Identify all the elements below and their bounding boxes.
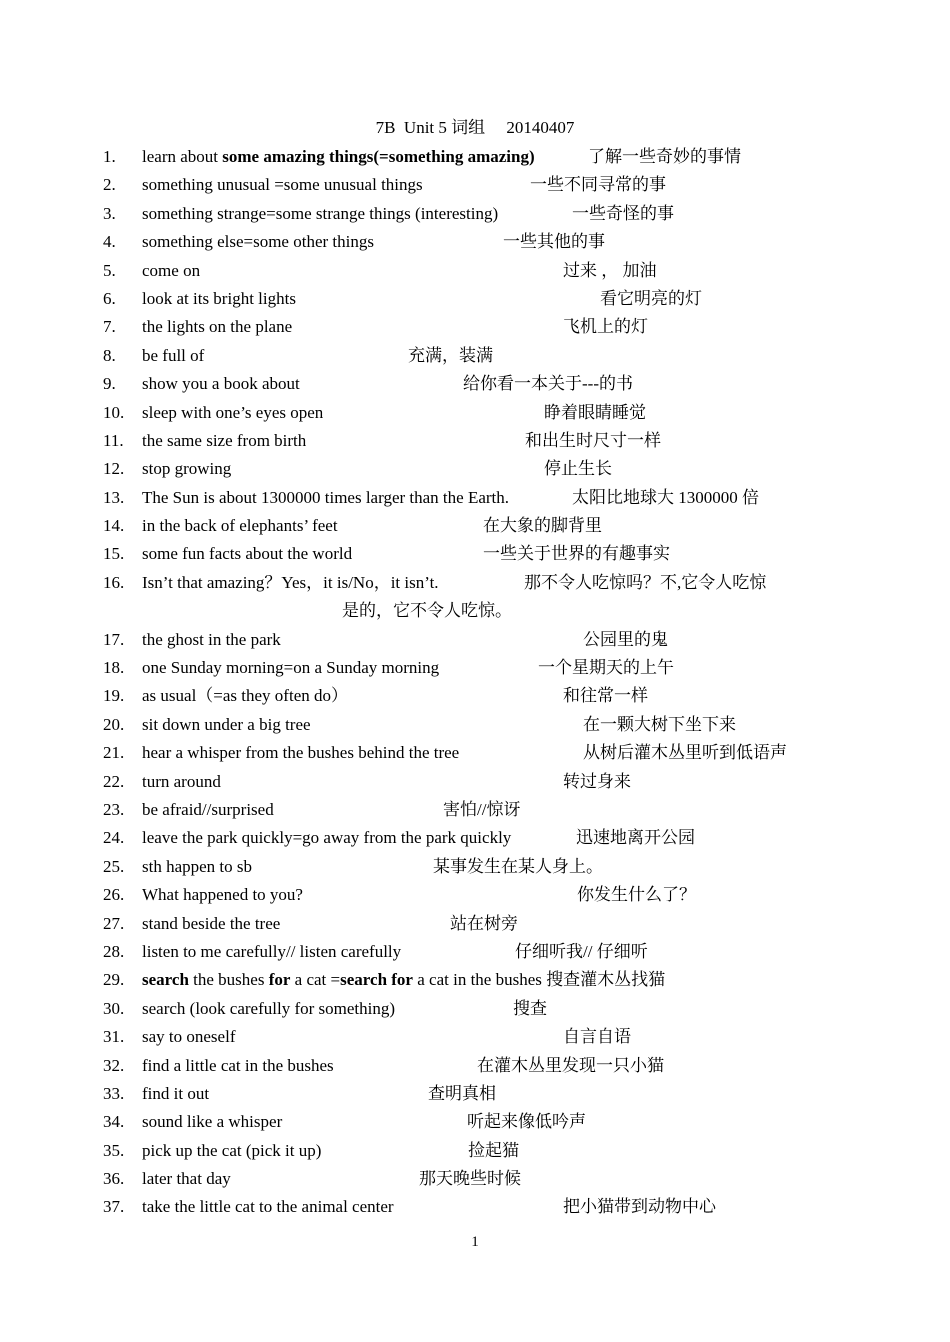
chinese-translation: 和往常一样 xyxy=(563,686,648,706)
english-phrase xyxy=(142,260,200,282)
chinese-translation: 某事发生在某人身上。 xyxy=(433,856,603,876)
english-phrase xyxy=(142,543,352,565)
text-segment: take the little cat to the animal center xyxy=(142,1197,394,1217)
list-item xyxy=(0,1026,950,1054)
text-segment: show you a book about xyxy=(142,374,300,394)
item-number: 36. xyxy=(103,1169,125,1189)
item-number: 5. xyxy=(103,260,116,280)
list-item xyxy=(0,685,950,713)
list-item xyxy=(0,998,950,1026)
item-number: 6. xyxy=(103,288,116,308)
list-item xyxy=(0,742,950,770)
english-phrase xyxy=(142,458,231,480)
english-phrase xyxy=(142,1055,334,1077)
chinese-translation: 站在树旁 xyxy=(450,913,518,933)
translation-continued: 是的，它不令人吃惊。 xyxy=(342,601,512,621)
english-phrase xyxy=(142,827,511,849)
chinese-translation: 你发生什么了？ xyxy=(577,885,696,905)
chinese-translation: 了解一些奇妙的事情 xyxy=(588,147,741,166)
list-item xyxy=(0,714,950,742)
chinese-translation: 停止生长 xyxy=(544,459,612,479)
item-number: 29. xyxy=(103,970,125,990)
english-phrase xyxy=(142,402,323,424)
text-segment: the ghost in the park xyxy=(142,629,281,649)
text-segment: something strange=some strange things (interesting) xyxy=(142,203,499,223)
english-phrase xyxy=(142,515,338,537)
list-item xyxy=(0,430,950,458)
list-item xyxy=(0,515,950,543)
item-number: 4. xyxy=(103,232,116,252)
list-item xyxy=(0,884,950,912)
list-item xyxy=(0,458,950,486)
item-number: 14. xyxy=(103,516,125,536)
list-item xyxy=(0,969,950,997)
chinese-translation: 给你看一本关于---的书 xyxy=(463,374,633,394)
bold-segment: some amazing things(=something amazing) xyxy=(222,147,535,166)
text-segment: the lights on the plane xyxy=(142,317,293,337)
list-item xyxy=(0,1083,950,1111)
text-segment: the same size from birth xyxy=(142,430,307,450)
chinese-translation: 公园里的鬼 xyxy=(583,629,668,649)
list-item xyxy=(0,543,950,571)
english-phrase xyxy=(142,629,281,651)
item-number: 32. xyxy=(103,1055,125,1075)
list-item xyxy=(0,487,950,515)
item-number: 20. xyxy=(103,714,125,734)
text-segment: listen to me carefully// listen carefully xyxy=(142,941,402,961)
text-segment: sit down under a big tree xyxy=(142,714,311,734)
list-item xyxy=(0,373,950,401)
text-segment: stand beside the tree xyxy=(142,913,281,933)
item-number: 2. xyxy=(103,175,116,195)
item-number: 26. xyxy=(103,885,125,905)
text-segment: something unusual =some unusual things xyxy=(142,175,423,195)
english-phrase xyxy=(142,969,665,991)
item-number: 21. xyxy=(103,743,125,763)
text-segment: Isn’t that amazing？Yes，it is/No，it isn’t. xyxy=(142,572,439,592)
english-phrase xyxy=(142,572,439,594)
item-number: 3. xyxy=(103,203,116,223)
chinese-translation: 一个星期天的上午 xyxy=(538,658,674,678)
item-number: 13. xyxy=(103,487,125,507)
list-item xyxy=(0,913,950,941)
item-number: 18. xyxy=(103,658,125,678)
item-number: 11. xyxy=(103,430,124,450)
text-segment: one Sunday morning=on a Sunday morning xyxy=(142,658,440,678)
text-segment: find a little cat in the bushes xyxy=(142,1055,334,1075)
list-item xyxy=(0,402,950,430)
text-segment: some fun facts about the world xyxy=(142,544,353,564)
english-phrase xyxy=(142,1083,209,1105)
text-segment: sleep with one’s eyes open xyxy=(142,402,324,422)
chinese-translation: 在灌木丛里发现一只小猫 xyxy=(477,1055,664,1075)
text-segment: What happened to you? xyxy=(142,885,303,905)
chinese-translation: 一些不同寻常的事 xyxy=(530,175,666,195)
english-phrase xyxy=(142,345,204,367)
list-item xyxy=(0,941,950,969)
item-number: 16. xyxy=(103,572,125,592)
list-item xyxy=(0,771,950,799)
text-segment: the bushes xyxy=(188,970,269,990)
chinese-translation: 捡起猫 xyxy=(468,1140,519,1160)
text-segment: be afraid//surprised xyxy=(142,799,274,819)
chinese-translation: 把小猫带到动物中心 xyxy=(563,1197,716,1217)
chinese-translation: 一些关于世界的有趣事实 xyxy=(483,544,670,564)
text-segment: as usual（=as they often do） xyxy=(142,686,348,706)
item-number: 17. xyxy=(103,629,125,649)
text-segment: search (look carefully for something) xyxy=(142,998,396,1018)
english-phrase xyxy=(142,146,535,168)
item-number: 23. xyxy=(103,799,125,819)
english-phrase xyxy=(142,203,498,225)
item-number: 35. xyxy=(103,1140,125,1160)
chinese-translation: 搜查 xyxy=(513,998,547,1018)
list-item xyxy=(0,629,950,657)
text-segment: look at its bright lights xyxy=(142,288,296,308)
chinese-translation: 睁着眼睛睡觉 xyxy=(544,402,646,422)
bold-segment: search xyxy=(142,970,189,990)
english-phrase xyxy=(142,771,221,793)
item-number: 27. xyxy=(103,913,125,933)
item-number: 24. xyxy=(103,828,125,848)
english-phrase xyxy=(142,998,395,1020)
list-item xyxy=(0,1111,950,1139)
chinese-translation: 从树后灌木丛里听到低语声 xyxy=(583,743,787,763)
english-phrase xyxy=(142,799,274,821)
page-number: 1 xyxy=(471,1234,479,1250)
item-number: 33. xyxy=(103,1083,125,1103)
chinese-translation: 那不令人吃惊吗？不,它令人吃惊 xyxy=(524,572,767,592)
chinese-translation: 飞机上的灯 xyxy=(563,317,648,337)
text-segment: a cat in the bushes xyxy=(412,970,547,990)
english-phrase xyxy=(142,373,300,395)
english-phrase xyxy=(142,1026,235,1048)
list-item xyxy=(0,345,950,373)
page-title: 7B Unit 5 词组 20140407 xyxy=(375,118,575,137)
list-item xyxy=(0,288,950,316)
chinese-translation: 转过身来 xyxy=(563,771,631,791)
list-item xyxy=(0,1168,950,1196)
english-phrase xyxy=(142,1111,282,1133)
text-segment: learn about xyxy=(142,147,223,166)
item-number: 28. xyxy=(103,941,125,961)
chinese-translation: 害怕//惊讶 xyxy=(443,799,521,819)
chinese-translation: 查明真相 xyxy=(428,1083,496,1103)
text-segment: pick up the cat (pick it up) xyxy=(142,1140,322,1160)
item-number: 19. xyxy=(103,686,125,706)
list-item xyxy=(0,203,950,231)
chinese-translation: 一些奇怪的事 xyxy=(572,203,674,223)
text-segment: The Sun is about 1300000 times larger than the Earth. xyxy=(142,487,510,507)
english-phrase xyxy=(142,231,374,253)
chinese-translation: 仔细听我// 仔细听 xyxy=(515,941,648,961)
english-phrase xyxy=(142,487,509,509)
text-segment: find it out xyxy=(142,1083,210,1103)
chinese-translation: 听起来像低吟声 xyxy=(467,1112,586,1132)
list-item xyxy=(0,827,950,855)
chinese-translation: 在大象的脚背里 xyxy=(483,516,602,536)
chinese-translation: 和出生时尺寸一样 xyxy=(525,430,661,450)
english-phrase xyxy=(142,316,292,338)
list-item xyxy=(0,657,950,685)
text-segment: be full of xyxy=(142,345,205,365)
chinese-translation: 看它明亮的灯 xyxy=(600,288,702,308)
item-number: 37. xyxy=(103,1197,125,1217)
english-phrase xyxy=(142,714,311,736)
item-number: 7. xyxy=(103,317,116,337)
english-phrase xyxy=(142,1140,321,1162)
text-segment: a cat = xyxy=(290,970,341,990)
item-number: 1. xyxy=(103,147,116,166)
english-phrase xyxy=(142,856,252,878)
list-item xyxy=(0,146,950,174)
list-item xyxy=(0,1196,950,1224)
list-item xyxy=(0,572,950,600)
english-phrase xyxy=(142,174,423,196)
text-segment: hear a whisper from the bushes behind the tree xyxy=(142,743,460,763)
list-item xyxy=(0,231,950,259)
chinese-translation: 搜查灌木丛找猫 xyxy=(546,970,666,990)
chinese-translation: 过来 ， 加油 xyxy=(563,260,657,280)
text-segment: say to oneself xyxy=(142,1027,236,1047)
list-item xyxy=(0,1055,950,1083)
text-segment: sound like a whisper xyxy=(142,1112,283,1132)
item-number: 34. xyxy=(103,1112,125,1132)
phrase-list xyxy=(0,146,950,1225)
item-number: 31. xyxy=(103,1027,125,1047)
english-phrase xyxy=(142,1196,394,1218)
list-item xyxy=(0,1140,950,1168)
item-number: 30. xyxy=(103,998,125,1018)
item-number: 22. xyxy=(103,771,125,791)
text-segment: leave the park quickly=go away from the park quickly xyxy=(142,828,512,848)
item-number: 8. xyxy=(103,345,116,365)
english-phrase xyxy=(142,288,296,310)
item-number: 9. xyxy=(103,374,116,394)
text-segment: later that day xyxy=(142,1169,231,1189)
chinese-translation: 充满，装满 xyxy=(408,345,493,365)
list-item xyxy=(0,174,950,202)
text-segment: stop growing xyxy=(142,459,232,479)
english-phrase xyxy=(142,941,401,963)
text-segment: something else=some other things xyxy=(142,232,374,252)
english-phrase xyxy=(142,657,439,679)
item-number: 10. xyxy=(103,402,125,422)
item-number: 15. xyxy=(103,544,125,564)
list-item xyxy=(0,799,950,827)
english-phrase xyxy=(142,430,306,452)
chinese-translation: 那天晚些时候 xyxy=(419,1169,521,1189)
bold-segment: search for xyxy=(340,970,413,990)
english-phrase xyxy=(142,913,280,935)
text-segment: turn around xyxy=(142,771,221,791)
text-segment: sth happen to sb xyxy=(142,856,253,876)
list-item xyxy=(0,856,950,884)
chinese-translation: 太阳比地球大 1300000 倍 xyxy=(572,487,759,507)
list-item xyxy=(0,600,950,628)
english-phrase xyxy=(142,1168,231,1190)
bold-segment: for xyxy=(268,970,291,990)
text-segment: in the back of elephants’ feet xyxy=(142,516,338,536)
chinese-translation: 在一颗大树下坐下来 xyxy=(583,714,736,734)
english-phrase xyxy=(142,742,459,764)
item-number: 12. xyxy=(103,459,125,479)
english-phrase xyxy=(142,685,348,707)
chinese-translation: 迅速地离开公园 xyxy=(576,828,695,848)
item-number: 25. xyxy=(103,856,125,876)
text-segment: come on xyxy=(142,260,201,280)
english-phrase xyxy=(142,884,303,906)
list-item xyxy=(0,316,950,344)
list-item xyxy=(0,260,950,288)
chinese-translation: 自言自语 xyxy=(563,1027,631,1047)
chinese-translation: 一些其他的事 xyxy=(503,232,605,252)
